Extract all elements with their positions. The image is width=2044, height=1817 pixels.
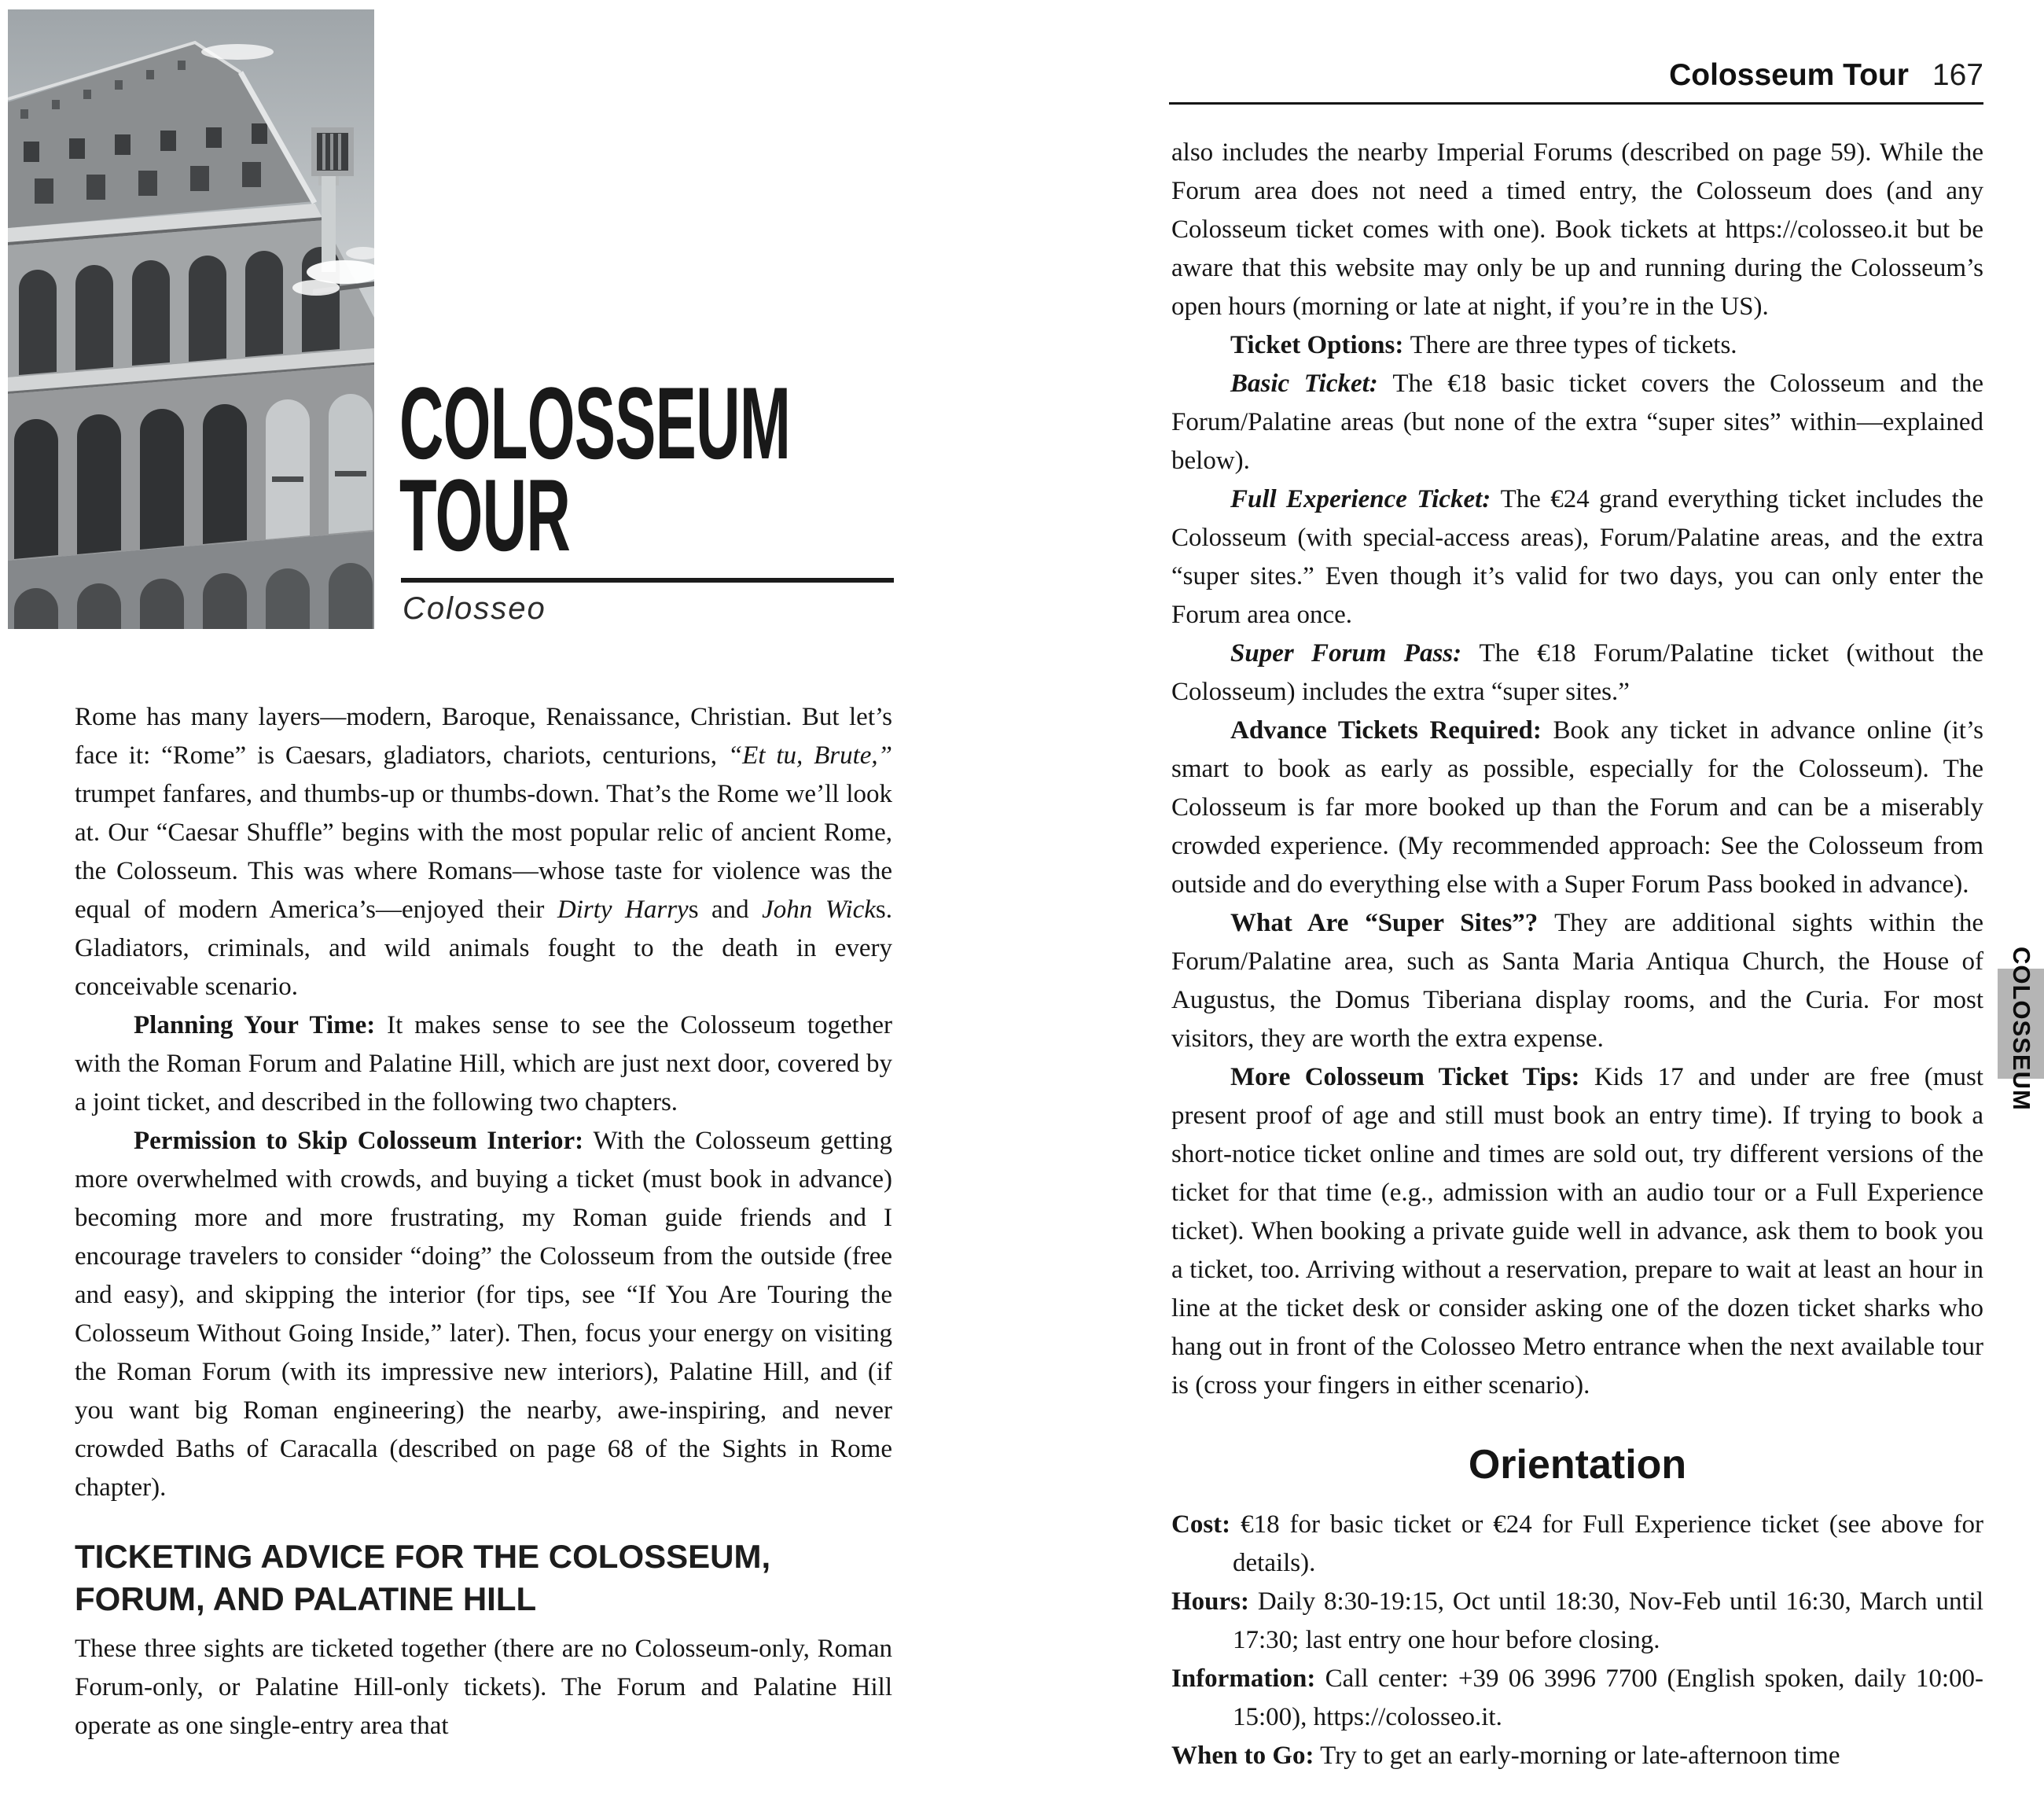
left-paragraphs xyxy=(75,698,892,1507)
text-run: Planning Your Time: xyxy=(134,1011,388,1039)
text-run: The €18 basic ticket covers the Colosseum and the Forum/Palatine areas (but none of the extra “super sites” within—explained below). xyxy=(1171,370,1983,475)
header-rule xyxy=(1169,102,1983,105)
text-run: Dirty Harry xyxy=(557,896,689,924)
text-run: John Wick xyxy=(762,896,876,924)
paragraph xyxy=(75,1122,892,1507)
text-run: The €24 grand everything ticket includes the Colosseum (with special-access areas), Forum/Palatine areas, and the extra “super sites.” Even though it’s valid for two days, you can only enter the Forum area once. xyxy=(1171,485,1983,629)
running-header-title: Colosseum Tour xyxy=(1669,58,1909,92)
paragraph xyxy=(1171,712,1983,904)
orientation-item-text: Call center: +39 06 3996 7700 (English spoken, daily 10:00-15:00), https://colosseo.it. xyxy=(1233,1664,1983,1731)
paragraph xyxy=(1171,634,1983,712)
orientation-item xyxy=(1171,1660,1983,1737)
left-post-paragraphs xyxy=(75,1630,892,1745)
page-number: 167 xyxy=(1932,58,1983,92)
running-header xyxy=(1669,58,1983,93)
orientation-item xyxy=(1171,1737,1983,1775)
right-paragraphs xyxy=(1171,134,1983,1405)
orientation-item xyxy=(1171,1583,1983,1660)
text-run: Book any ticket in advance online (it’s smart to book as early as possible, especially for the Colosseum). The Colosseum is far more booked up than the Forum and can be a miserably crowded experience. (My recommended approach: See the Colosseum from outside and do everything else with a Super Forum Pass booked in advance). xyxy=(1171,716,1983,899)
colosseum-photo-art xyxy=(8,9,374,629)
orientation-item-text: Try to get an early-morning or late-afternoon time xyxy=(1314,1742,1840,1770)
orientation-item-lead: Cost: xyxy=(1171,1510,1231,1539)
text-run: Rome has many layers—modern, Baroque, Renaissance, Christian. But let’s face it: “Rome” is Caesars, gladiators, chariots, centurions, xyxy=(75,703,892,770)
orientation-item xyxy=(1171,1506,1983,1583)
right-column xyxy=(1171,134,1983,1817)
text-run: Kids 17 and under are free (must present proof of age and still must book an entry time). If trying to book a short-notice ticket online and times are sold out, try different versions of the ticket for that time (e.g., admission with an audio tour or a Full Experience ticket). When booking a private guide well in advance, ask them to book you a ticket, too. Arriving without a reservation, prepare to wait at least an hour in line at the ticket desk or consider asking one of the dozen ticket sharks who hang out in front of the Colosseo Metro entrance when the next available tour is (cross your fingers in either scenario). xyxy=(1171,1063,1983,1400)
chapter-title-line1: COLOSSEUM xyxy=(399,366,791,480)
left-column xyxy=(75,698,892,1817)
text-run: More Colosseum Ticket Tips: xyxy=(1230,1063,1594,1091)
text-run: Super Forum Pass: xyxy=(1230,639,1480,668)
orientation-item-lead: Information: xyxy=(1171,1664,1316,1693)
chapter-title-line2: TOUR xyxy=(399,458,571,572)
orientation-heading: Orientation xyxy=(1468,1442,1687,1488)
text-run: Basic Ticket: xyxy=(1230,370,1393,398)
chapter-title xyxy=(399,366,791,572)
paragraph xyxy=(1171,326,1983,365)
text-run: trumpet fanfares, and thumbs-up or thumbs-down. That’s the Rome we’ll look at. Our “Caesar Shuffle” begins with the most popular relic of ancient Rome, the Colosseum. This was where Romans—whose taste for violence was the equal of modern America’s—enjoyed their xyxy=(75,780,892,924)
paragraph xyxy=(75,698,892,1006)
orientation-item-lead: When to Go: xyxy=(1171,1742,1314,1770)
chapter-subtitle: Colosseo xyxy=(403,591,546,626)
text-run: There are three types of tickets. xyxy=(1410,331,1737,359)
section-heading xyxy=(75,1536,892,1620)
section-heading-line2: FORUM, AND PALATINE HILL xyxy=(75,1580,537,1617)
orientation-item-text: Daily 8:30-19:15, Oct until 18:30, Nov-Feb until 16:30, March until 17:30; last entry one hour before closing. xyxy=(1233,1587,1983,1654)
text-run: Ticket Options: xyxy=(1230,331,1410,359)
paragraph xyxy=(1171,365,1983,480)
paragraph xyxy=(1171,1058,1983,1405)
section-heading-line1: TICKETING ADVICE FOR THE COLOSSEUM, xyxy=(75,1538,771,1575)
chapter-title-rule xyxy=(401,578,894,583)
text-run: also includes the nearby Imperial Forums (described on page 59). While the Forum area does not need a timed entry, the Colosseum does (and any Colosseum ticket comes with one). Book tickets at https://colosseo.it but be aware that this website may only be up and running during the Colosseum’s open hours (morning or late at night, if you’re in the US). xyxy=(1171,138,1983,321)
orientation-item-text: €18 for basic ticket or €24 for Full Experience ticket (see above for details). xyxy=(1230,1510,1983,1577)
text-run: It makes sense to see the Colosseum together with the Roman Forum and Palatine Hill, which are just next door, covered by a joint ticket, and described in the following two chapters. xyxy=(75,1011,892,1116)
paragraph xyxy=(1171,134,1983,326)
text-run: s and xyxy=(688,896,763,924)
text-run: What Are “Super Sites”? xyxy=(1230,909,1555,937)
text-run: With the Colosseum getting more overwhelmed with crowds, and buying a ticket (must book in advance) becoming more and more frustrating, my Roman guide friends and I encourage travelers to consider “doing” the Colosseum from the outside (free and easy), and skipping the interior (for tips, see “If You Are Touring the Colosseum Without Going Inside,” later). Then, focus your energy on visiting the Roman Forum (with its impressive new interiors), Palatine Hill, and (if you want big Roman engineering) the nearby, awe-inspiring, and never crowded Baths of Caracalla (described on page 68 of the Sights in Rome chapter). xyxy=(75,1127,892,1502)
text-run: These three sights are ticketed together (there are no Colosseum-only, Roman Forum-only, or Palatine Hill-only tickets). The Forum and Palatine Hill operate as one single-entry area that xyxy=(75,1635,892,1740)
text-run: They are additional sights within the Forum/Palatine area, such as Santa Maria Antiqua Church, the House of Augustus, the Domus Tiberiana display rooms, and the Curia. For most visitors, they are worth the extra expense. xyxy=(1171,909,1983,1053)
paragraph xyxy=(1171,904,1983,1058)
chapter-tab-label: COLOSSEUM xyxy=(2008,946,2035,1111)
text-run: Advance Tickets Required: xyxy=(1230,716,1553,745)
text-run: “Et tu, Brute,” xyxy=(727,741,892,770)
colosseum-photo xyxy=(8,9,374,629)
text-run: Full Experience Ticket: xyxy=(1230,485,1501,513)
orientation-list xyxy=(1171,1506,1983,1775)
text-run: Permission to Skip Colosseum Interior: xyxy=(134,1127,594,1155)
text-run: The €18 Forum/Palatine ticket (without the Colosseum) includes the extra “super sites.” xyxy=(1171,639,1983,706)
paragraph xyxy=(75,1630,892,1745)
orientation-item-lead: Hours: xyxy=(1171,1587,1249,1616)
text-run: s. Gladiators, criminals, and wild animals fought to the death in every conceivable scenario. xyxy=(75,896,892,1001)
paragraph xyxy=(1171,480,1983,634)
paragraph xyxy=(75,1006,892,1122)
